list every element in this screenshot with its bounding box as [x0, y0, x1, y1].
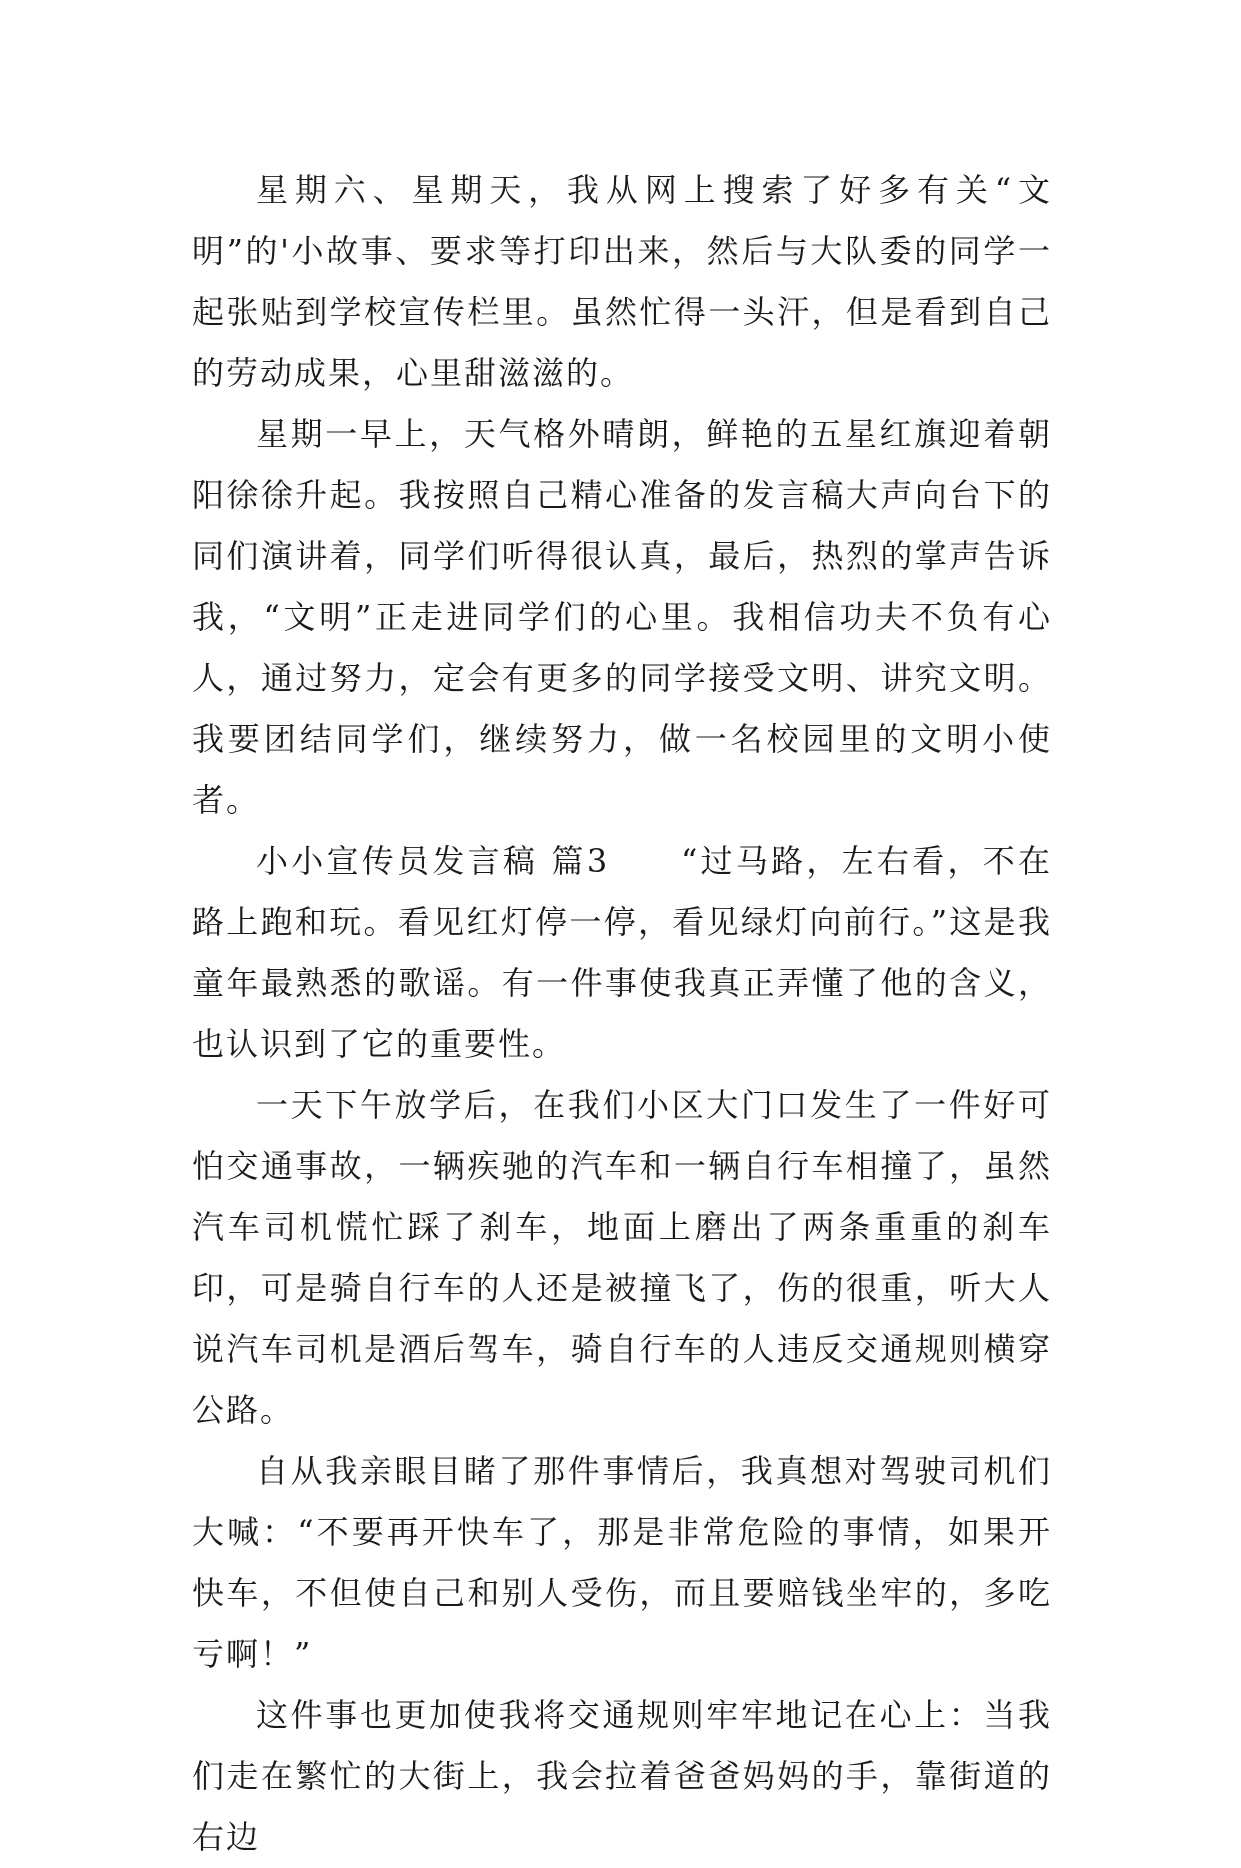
paragraph-5: 自从我亲眼目睹了那件事情后，我真想对驾驶司机们大喊：“不要再开快车了，那是非常危险的事情，如果开快车，不但使自己和别人受伤，而且要赔钱坐牢的，多吃亏啊！” [192, 1452, 1052, 1673]
document-body [192, 160, 1052, 1868]
paragraph-2: 星期一早上，天气格外晴朗，鲜艳的五星红旗迎着朝阳徐徐升起。我按照自己精心准备的发言稿大声向台下的同们演讲着，同学们听得很认真，最后，热烈的掌声告诉我，“文明”正走进同学们的心里。我相信功夫不负有心人，通过努力，定会有更多的同学接受文明、讲究文明。我要团结同学们，继续努力，做一名校园里的文明小使者。 [192, 415, 1052, 819]
paragraph-6: 这件事也更加使我将交通规则牢牢地记在心上：当我们走在繁忙的大街上，我会拉着爸爸妈妈的手，靠街道的右边 [192, 1696, 1052, 1856]
paragraph-1: 星期六、星期天，我从网上搜索了好多有关“文明”的'小故事、要求等打印出来，然后与大队委的同学一起张贴到学校宣传栏里。虽然忙得一头汗，但是看到自己的劳动成果，心里甜滋滋的。 [192, 171, 1052, 392]
paragraph-4: 一天下午放学后，在我们小区大门口发生了一件好可怕交通事故，一辆疾驰的汽车和一辆自行车相撞了，虽然汽车司机慌忙踩了刹车，地面上磨出了两条重重的刹车印，可是骑自行车的人还是被撞飞了，伤的很重，听大人说汽车司机是酒后驾车，骑自行车的人违反交通规则横穿公路。 [192, 1086, 1052, 1429]
paragraph-3: 小小宣传员发言稿 篇3 “过马路，左右看，不在路上跑和玩。看见红灯停一停，看见绿灯向前行。”这是我童年最熟悉的歌谣。有一件事使我真正弄懂了他的含义，也认识到了它的重要性。 [192, 842, 1052, 1063]
